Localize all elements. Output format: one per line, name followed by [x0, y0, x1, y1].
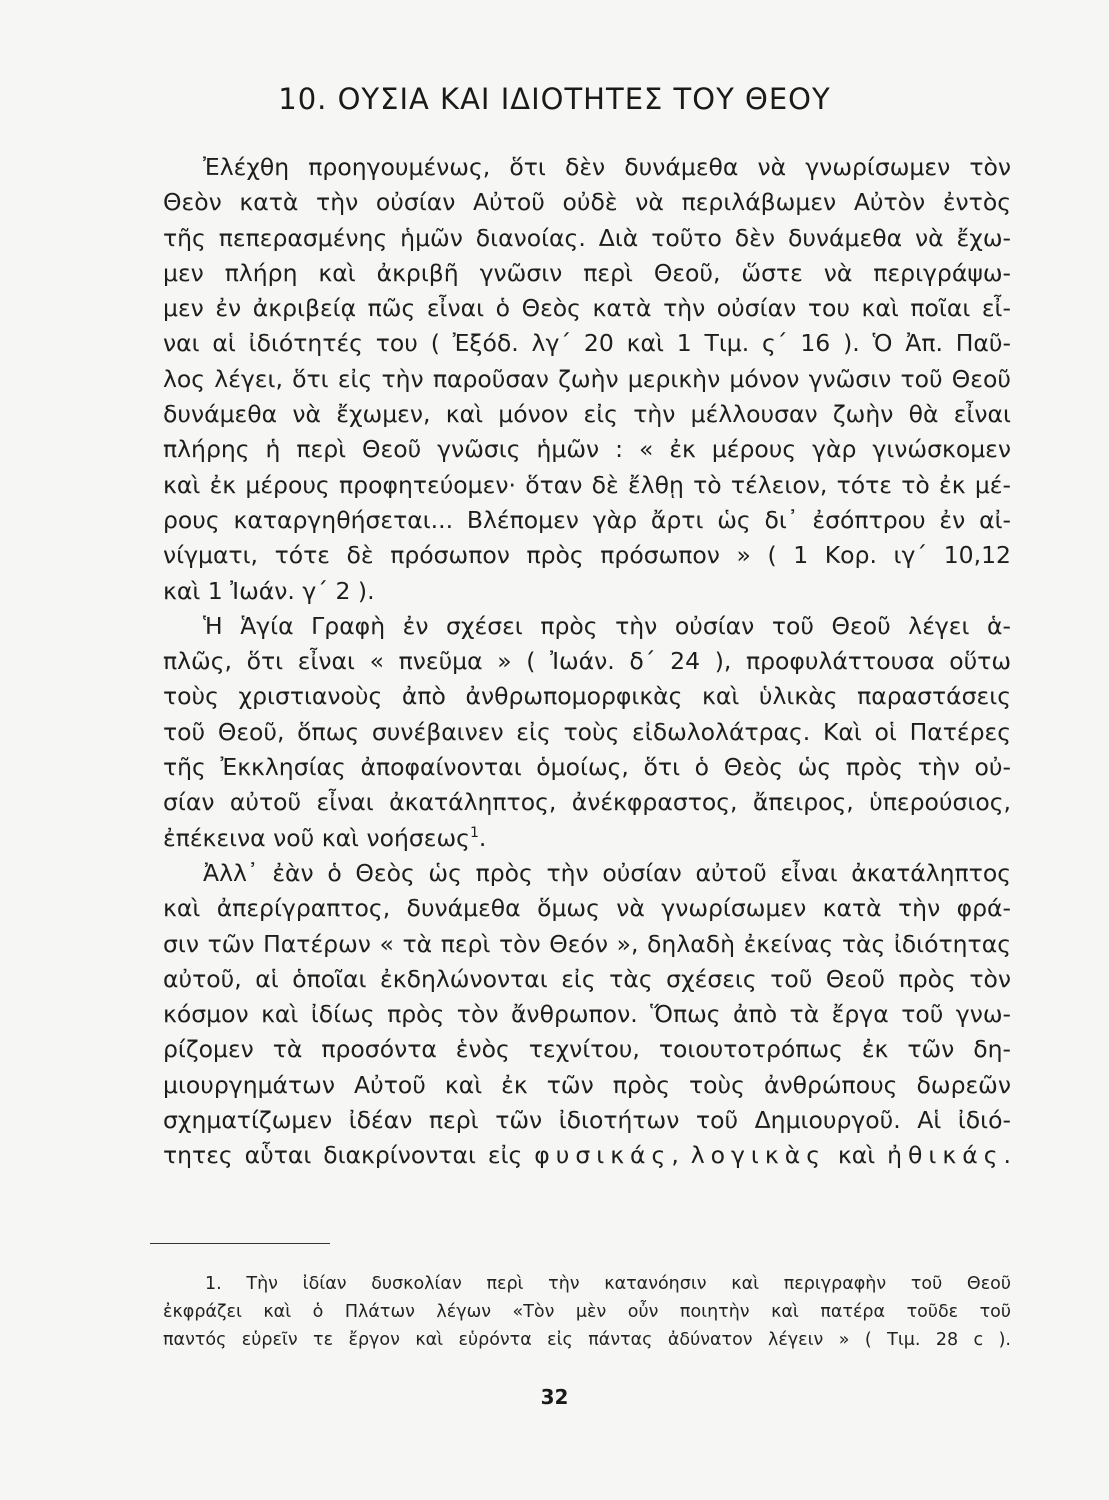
emphasis-physical: φυσικάς [534, 1141, 672, 1170]
chapter-heading: 10. ΟΥΣΙΑ ΚΑΙ ΙΔΙΟΤΗΤΕΣ ΤΟΥ ΘΕΟΥ [278, 82, 831, 116]
text-line: μεν ἐν ἀκριβείᾳ πῶς εἶναι ὁ Θεὸς κατὰ τὴν οὐσίαν του καὶ ποῖαι εἶ- [163, 294, 1011, 323]
text-line: ρίζομεν τὰ προσόντα ἑνὸς τεχνίτου, τοιουτοτρόπως ἐκ τῶν δη- [163, 1035, 1011, 1064]
text-line: τῆς Ἐκκλησίας ἀποφαίνονται ὁμοίως, ὅτι ὁ Θεὸς ὡς πρὸς τὴν οὐ- [163, 753, 1011, 782]
text-line: μεν πλήρη καὶ ἀκριβῆ γνῶσιν περὶ Θεοῦ, ὥστε νὰ περιγράψω- [163, 258, 1011, 287]
paragraph-1 [163, 150, 1011, 609]
text-line: πλήρης ἡ περὶ Θεοῦ γνῶσις ἡμῶν : « ἐκ μέρους γὰρ γινώσκομεν [163, 435, 1011, 464]
emphasis-logical: λογικὰς [690, 1141, 827, 1170]
text-line: νίγματι, τότε δὲ πρόσωπον πρὸς πρόσωπον » ( 1 Κορ. ιγ΄ 10,12 [163, 541, 1011, 570]
text-line: ναι αἱ ἰδιότητές του ( Ἐξόδ. λγ΄ 20 καὶ 1 Τιμ. ς΄ 16 ). Ὁ Ἀπ. Παῦ- [163, 329, 1011, 358]
text-line: τοῦ Θεοῦ, ὅπως συνέβαινεν εἰς τοὺς εἰδωλολάτρας. Καὶ οἱ Πατέρες [163, 717, 1011, 746]
text-segment: . [478, 823, 487, 852]
text-line: σίαν αὐτοῦ εἶναι ἀκατάληπτος, ἀνέκφραστος, ἄπειρος, ὑπερούσιος, [163, 788, 1011, 817]
text-segment: καὶ [826, 1141, 888, 1170]
text-line: καὶ ἐκ μέρους προφητεύομεν· ὅταν δὲ ἔλθῃ τὸ τέλειον, τότε τὸ ἐκ μέ- [163, 470, 1011, 499]
text-line: αὐτοῦ, αἱ ὁποῖαι ἐκδηλώνονται εἰς τὰς σχέσεις τοῦ Θεοῦ πρὸς τὸν [163, 964, 1011, 993]
footnote-reference[interactable]: 1 [469, 824, 479, 841]
paragraph-2 [163, 609, 1011, 856]
text-segment: , [671, 1141, 691, 1170]
text-line: ρους καταργηθήσεται... Βλέπομεν γὰρ ἄρτι ὡς δι᾽ ἐσόπτρου ἐν αἰ- [163, 505, 1011, 534]
text-line [163, 821, 1011, 856]
text-line: καὶ 1 Ἰωάν. γ΄ 2 ). [163, 576, 375, 605]
text-line: σχηματίζωμεν ἰδέαν περὶ τῶν ἰδιοτήτων τοῦ Δημιουργοῦ. Αἱ ἰδιό- [163, 1106, 1011, 1135]
text-line: μιουργημάτων Αὐτοῦ καὶ ἐκ τῶν πρὸς τοὺς ἀνθρώπους δωρεῶν [163, 1070, 1011, 1099]
text-line: Θεὸν κατὰ τὴν οὐσίαν Αὐτοῦ οὐδὲ νὰ περιλάβωμεν Αὐτὸν ἐντὸς [163, 188, 1011, 217]
text-line: Ἡ Ἁγία Γραφὴ ἐν σχέσει πρὸς τὴν οὐσίαν τοῦ Θεοῦ λέγει ἁ- [203, 611, 1011, 640]
text-line: τοὺς χριστιανοὺς ἀπὸ ἀνθρωπομορφικὰς καὶ ὑλικὰς παραστάσεις [163, 682, 1011, 711]
text-line: τῆς πεπερασμένης ἡμῶν διανοίας. Διὰ τοῦτο δὲν δυνάμεθα νὰ ἔχω- [163, 223, 1011, 252]
text-line: καὶ ἀπερίγραπτος, δυνάμεθα ὅμως νὰ γνωρίσωμεν κατὰ τὴν φρά- [163, 894, 1011, 923]
page-number: 32 [540, 1385, 569, 1409]
text-line: κόσμον καὶ ἰδίως πρὸς τὸν ἄνθρωπον. Ὅπως ἀπὸ τὰ ἔργα τοῦ γνω- [163, 1000, 1011, 1029]
footnote-line: παντός εὑρεῖν τε ἔργον καὶ εὑρόντα εἰς πάντας ἀδύνατον λέγειν » ( Τιμ. 28 c ). [163, 1330, 1011, 1350]
text-line: δυνάμεθα νὰ ἔχωμεν, καὶ μόνον εἰς τὴν μέλλουσαν ζωὴν θὰ εἶναι [163, 400, 1011, 429]
paragraph-3 [163, 856, 1011, 1174]
text-line: πλῶς, ὅτι εἶναι « πνεῦμα » ( Ἰωάν. δ΄ 24 ), προφυλάττουσα οὕτω [163, 647, 1011, 676]
body-text [163, 150, 1011, 1174]
text-line: σιν τῶν Πατέρων « τὰ περὶ τὸν Θεόν », δηλαδὴ ἐκείνας τὰς ἰδιότητας [163, 929, 1011, 958]
text-segment: . [1003, 1141, 1011, 1170]
text-line: Ἀλλ᾽ ἐὰν ὁ Θεὸς ὡς πρὸς τὴν οὐσίαν αὐτοῦ εἶναι ἀκατάληπτος [203, 858, 1011, 887]
emphasis-ethical: ἠθικάς [887, 1141, 1004, 1170]
footnote [163, 1270, 1011, 1354]
footnote-line: ἐκφράζει καὶ ὁ Πλάτων λέγων «Τὸν μὲν οὖν ποιητὴν καὶ πατέρα τοῦδε τοῦ [163, 1302, 1011, 1322]
text-line [163, 1138, 1011, 1173]
footnote-line: 1. Τὴν ἰδίαν δυσκολίαν περὶ τὴν κατανόησιν καὶ περιγραφὴν τοῦ Θεοῦ [205, 1274, 1011, 1294]
text-segment: ἐπέκεινα νοῦ καὶ νοήσεως [163, 823, 470, 852]
text-line: λος λέγει, ὅτι εἰς τὴν παροῦσαν ζωὴν μερικὴν μόνον γνῶσιν τοῦ Θεοῦ [163, 364, 1011, 393]
text-segment: τητες αὗται διακρίνονται εἰς [163, 1141, 535, 1170]
footnote-separator [150, 1243, 330, 1244]
text-line: Ἐλέχθη προηγουμένως, ὅτι δὲν δυνάμεθα νὰ γνωρίσωμεν τὸν [203, 153, 1011, 181]
